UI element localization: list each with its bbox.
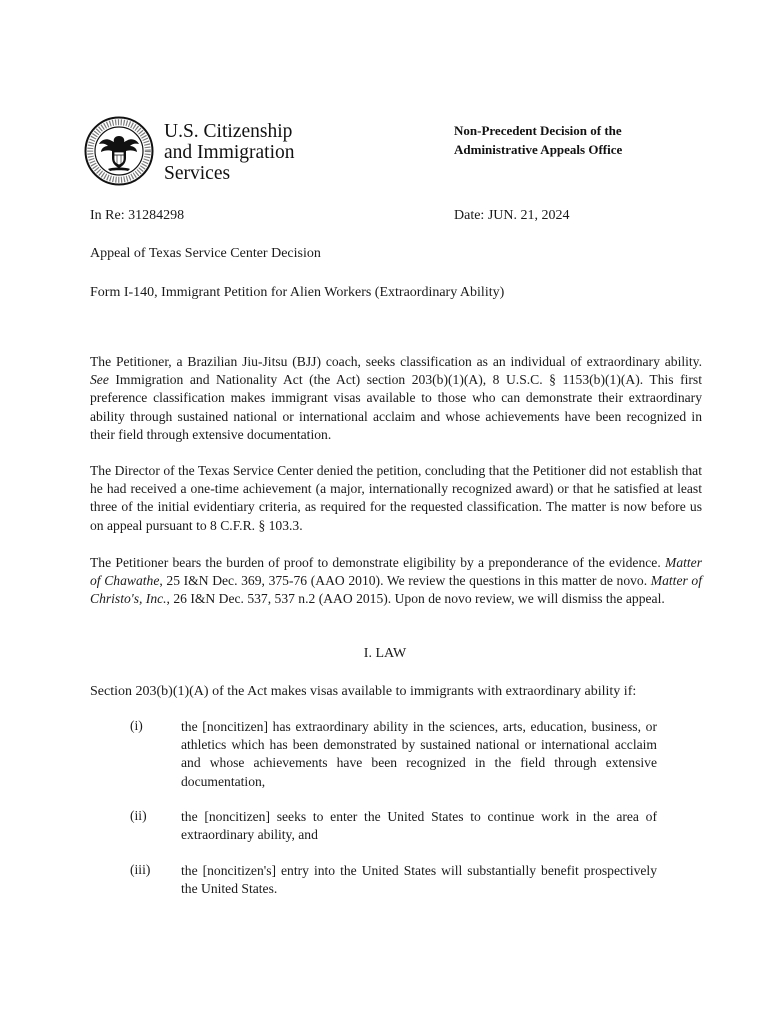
clause-number: (ii) [130, 808, 147, 823]
paragraph-text: , 25 I&N Dec. 369, 375-76 (AAO 2010). We review the questions in this matter de novo. [159, 573, 651, 589]
decision-title [454, 121, 714, 159]
clause-text: the [noncitizen's] entry into the United States will substantially benefit prospectively the United States. [181, 863, 657, 897]
decision-title-line-1: Non-Precedent Decision of the [454, 123, 622, 138]
paragraph-burden [90, 554, 702, 609]
case-citation: Matter of Chawathe [90, 555, 702, 589]
paragraph-text: The Petitioner bears the burden of proof to demonstrate eligibility by a preponderance of the evidence. [90, 555, 665, 570]
clause-number: (i) [130, 718, 143, 733]
form-subject: Form I-140, Immigrant Petition for Alien Workers (Extraordinary Ability) [90, 285, 505, 300]
case-citation: Matter of Christo's, Inc. [90, 573, 702, 607]
case-number: In Re: 31284298 [90, 208, 185, 223]
clause-text: the [noncitizen] seeks to enter the United States to continue work in the area of extraordinary ability, and [181, 809, 657, 843]
section-intro: Section 203(b)(1)(A) of the Act makes visas available to immigrants with extraordinary ability if: [90, 684, 637, 699]
paragraph-director: The Director of the Texas Service Center denied the petition, concluding that the Petitioner did not establish that he had received a one-time achievement (a major, internationally recognized award) or that he satisfied at least three of the initial evidentiary criteria, as required for the requested classification. The matter is now before us on appeal pursuant to 8 C.F.R. § 103.3. [90, 463, 702, 533]
agency-line-3: Services [164, 163, 231, 184]
clause-text: the [noncitizen] has extraordinary ability in the sciences, arts, education, business, or athletics which has been demonstrated by sustained national or international acclaim and whose achievements have been recognized in the field through extensive documentation, [181, 719, 657, 789]
signal-see: See [90, 372, 109, 388]
clause-number: (iii) [130, 862, 151, 877]
paragraph-petitioner [90, 353, 702, 444]
dhs-seal-icon [84, 116, 154, 186]
decision-date: Date: JUN. 21, 2024 [454, 208, 570, 223]
paragraph-text: The Petitioner, a Brazilian Jiu-Jitsu (BJJ) coach, seeks classification as an individual of extraordinary ability. [90, 354, 702, 369]
appeal-subject: Appeal of Texas Service Center Decision [90, 246, 321, 261]
agency-name [164, 121, 384, 184]
section-heading: I. LAW [363, 646, 407, 661]
paragraph-text: , 26 I&N Dec. 537, 537 n.2 (AAO 2015). Upon de novo review, we will dismiss the appeal. [166, 591, 665, 607]
paragraph-text: Immigration and Nationality Act (the Act) section 203(b)(1)(A), 8 U.S.C. § 1153(b)(1)(A). This first preference classification makes immigrant visas available to those who can demonstrate their extraordinary ability through sustained national or international acclaim and whose achievements have been recognized in their field through extensive documentation. [90, 372, 702, 442]
decision-title-line-2: Administrative Appeals Office [454, 142, 623, 157]
agency-line-2: and Immigration [164, 142, 295, 163]
agency-line-1: U.S. Citizenship [164, 121, 293, 142]
